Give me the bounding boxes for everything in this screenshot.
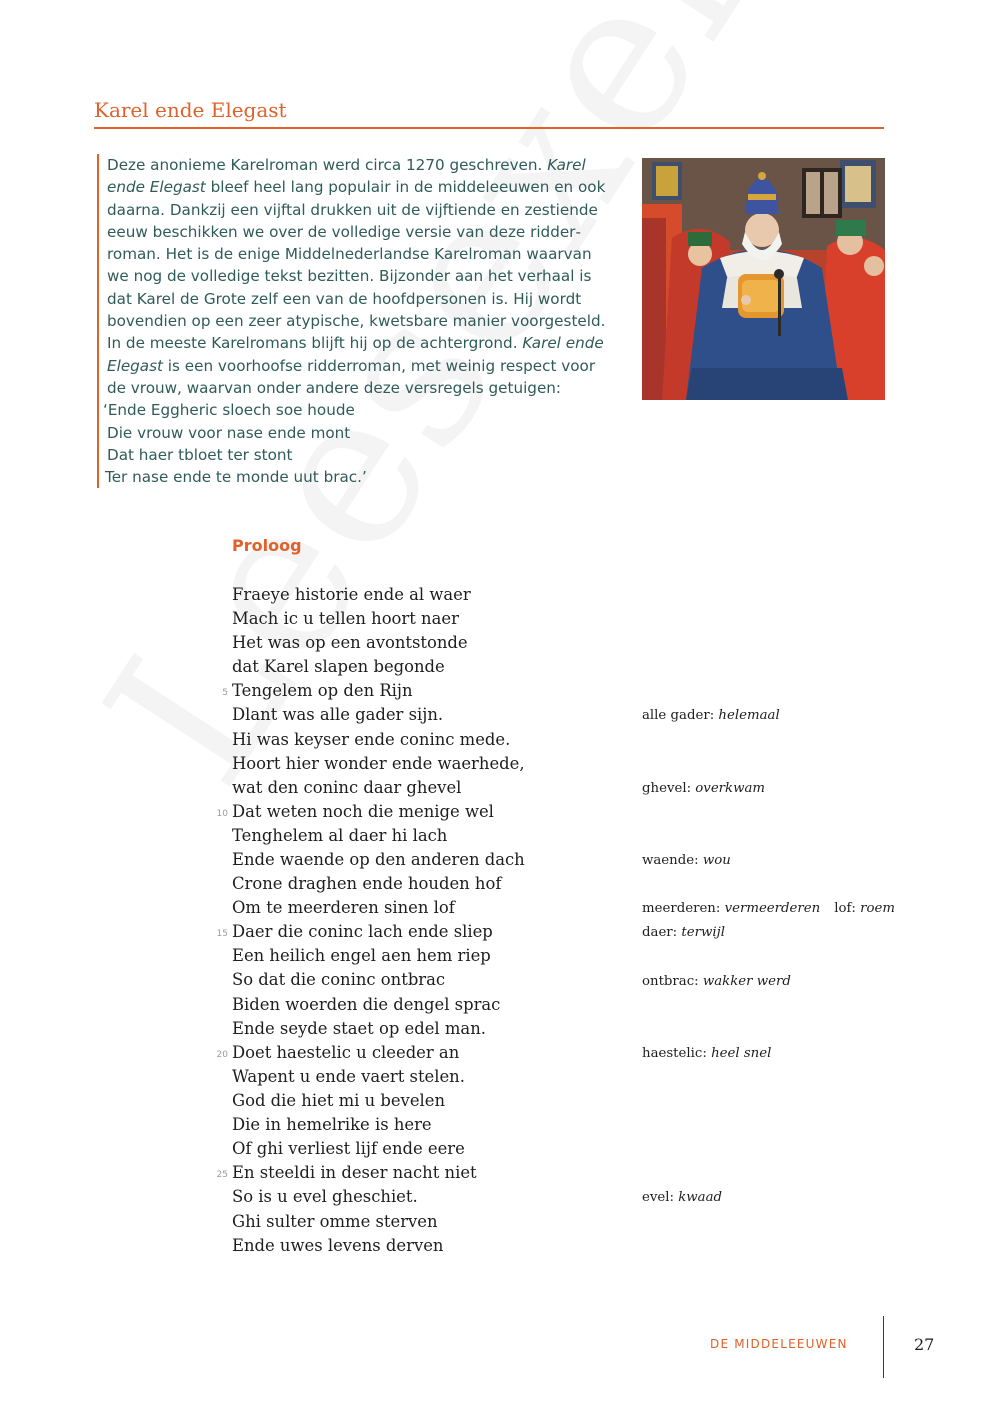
- line-number: 20: [216, 1050, 228, 1060]
- poem-line: Of ghi verliest lijf ende eere: [232, 1139, 465, 1158]
- gloss-meaning: roem: [860, 901, 895, 916]
- intro-verse-line: Ter nase ende te monde uut brac.’: [105, 468, 367, 487]
- gloss-meaning: helemaal: [718, 708, 780, 723]
- gloss-note: [642, 974, 791, 989]
- poem-line: So dat die coninc ontbrac: [232, 970, 446, 989]
- intro-text-2: bleef heel lang populair in de middeleeuwen en ook daarna. Dankzij een vijftal drukken uit de vijftiende en zestiende eeuw beschikken we over de volledige versie van deze ridderroman. Het is de enige Middelnederlandse Karelroman waarvan we nog de volledige tekst bezitten. Bijzonder aan het verhaal is dat Karel de Grote zelf een van de hoofdpersonen is. Hij wordt bovendien op een zeer atypische, kwetsbare manier voorgesteld. In de meeste Karelromans blijft hij op de achtergrond.: [107, 178, 606, 353]
- gloss-meaning: wakker werd: [702, 974, 791, 989]
- poem-line: dat Karel slapen begonde: [232, 657, 445, 676]
- gloss-note: [642, 708, 780, 723]
- poem-line: Hoort hier wonder ende waerhede,: [232, 754, 525, 773]
- intro-paragraph: [107, 154, 617, 399]
- poem-line: Crone draghen ende houden hof: [232, 874, 502, 893]
- page-title: Karel ende Elegast: [94, 98, 287, 122]
- title-rule: [94, 127, 884, 129]
- intro-title-ref-2: Karel ende Elegast: [107, 334, 604, 375]
- intro-verse-line: Dat haer tbloet ter stont: [107, 445, 293, 464]
- illumination-image: [642, 158, 885, 400]
- intro-text-1: Deze anonieme Karelroman werd circa 1270 geschreven.: [107, 156, 548, 174]
- poem-line: Fraeye historie ende al waer: [232, 585, 471, 604]
- gloss-note: [642, 1190, 722, 1205]
- poem-line: Tenghelem al daer hi lach: [232, 826, 448, 845]
- line-number: 5: [222, 688, 228, 698]
- gloss-term: meerderen:: [642, 901, 721, 916]
- poem-line: En steeldi in deser nacht niet: [232, 1163, 477, 1182]
- intro-text-3: is een voorhoofse ridderroman, met weinig respect voor de vrouw, waarvan onder andere deze versregels getuigen:: [107, 356, 596, 397]
- footer-divider: [883, 1316, 884, 1378]
- intro-title-ref-1: Karel ende Elegast: [107, 156, 586, 197]
- intro-verse-line: Die vrouw voor nase ende mont: [107, 423, 351, 442]
- gloss-meaning: terwijl: [681, 925, 725, 940]
- line-number: 25: [216, 1170, 228, 1180]
- poem-line: Ende uwes levens derven: [232, 1236, 444, 1255]
- gloss-note: [642, 853, 731, 868]
- gloss-term: lof:: [834, 901, 856, 916]
- poem-line: Het was op een avontstonde: [232, 633, 468, 652]
- gloss-term: waende:: [642, 853, 699, 868]
- gloss-meaning: wou: [702, 853, 731, 868]
- gloss-term: ghevel:: [642, 781, 692, 796]
- poem-line: Doet haestelic u cleeder an: [232, 1043, 460, 1062]
- poem-line: Die in hemelrike is here: [232, 1115, 432, 1134]
- poem-line: Tengelem op den Rijn: [232, 681, 413, 700]
- line-number: 10: [216, 809, 228, 819]
- gloss-note: [642, 901, 895, 916]
- poem-line: Dlant was alle gader sijn.: [232, 705, 444, 724]
- poem-line: Mach ic u tellen hoort naer: [232, 609, 459, 628]
- line-number: 15: [216, 929, 228, 939]
- poem-line: wat den coninc daar ghevel: [232, 778, 462, 797]
- footer-chapter-label: DE MIDDELEEUWEN: [710, 1337, 848, 1351]
- gloss-meaning: heel snel: [711, 1046, 772, 1061]
- poem-line: Ende seyde staet op edel man.: [232, 1019, 486, 1038]
- gloss-meaning: overkwam: [695, 781, 766, 796]
- intro-verse-line: ‘Ende Eggheric sloech soe houde: [103, 401, 355, 420]
- illumination-svg: [642, 158, 885, 400]
- poem-line: Dat weten noch die menige wel: [232, 802, 494, 821]
- gloss-note: [642, 1046, 771, 1061]
- poem-line: God die hiet mi u bevelen: [232, 1091, 446, 1110]
- gloss-term: ontbrac:: [642, 974, 699, 989]
- poem-line: Hi was keyser ende coninc mede.: [232, 730, 511, 749]
- gloss-meaning: kwaad: [678, 1190, 723, 1205]
- gloss-term: daer:: [642, 925, 678, 940]
- poem-line: Daer die coninc lach ende sliep: [232, 922, 493, 941]
- poem-line: So is u evel gheschiet.: [232, 1187, 418, 1206]
- poem-line: Wapent u ende vaert stelen.: [232, 1067, 465, 1086]
- gloss-note: [642, 781, 765, 796]
- intro-box: [97, 154, 617, 488]
- gloss-term: evel:: [642, 1190, 674, 1205]
- gloss-term: haestelic:: [642, 1046, 707, 1061]
- gloss-term: alle gader:: [642, 708, 715, 723]
- poem-line: Een heilich engel aen hem riep: [232, 946, 491, 965]
- poem-line: Om te meerderen sinen lof: [232, 898, 455, 917]
- poem-line: Biden woerden die dengel sprac: [232, 995, 501, 1014]
- section-title: Proloog: [232, 536, 302, 555]
- gloss-note: [642, 925, 725, 940]
- poem-line: Ghi sulter omme sterven: [232, 1212, 438, 1231]
- poem-line: Ende waende op den anderen dach: [232, 850, 525, 869]
- page-number: 27: [914, 1335, 935, 1354]
- gloss-meaning: vermeerderen: [724, 901, 821, 916]
